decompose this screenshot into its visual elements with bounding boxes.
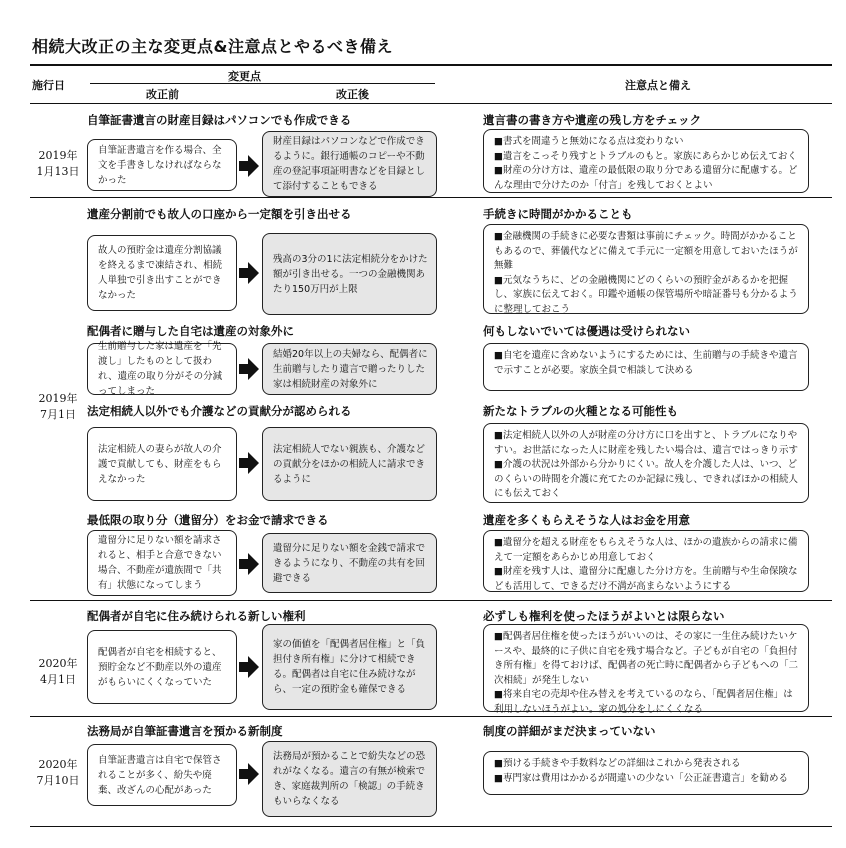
section-heading: 配偶者に贈与した自宅は遺産の対象外に — [87, 324, 294, 338]
before-box: 自筆証書遺言は自宅で保管されることが多く、紛失や廃棄、改ざんの心配があった — [87, 744, 237, 806]
note-heading: 遺言書の書き方や遺産の残し方をチェック — [483, 113, 702, 127]
after-box: 財産目録はパソコンなどで作成できるように。銀行通帳のコピーや不動産の登記事項証明書などを目録として添付することもできる — [262, 131, 437, 197]
before-box: 配偶者が自宅を相続すると、預貯金など不動産以外の遺産がもらいにくくなっていた — [87, 630, 237, 704]
after-box: 家の価値を「配偶者居住権」と「負担付き所有権」に分けて相続できる。配偶者は自宅に住み続けながら、一定の預貯金も確保できる — [262, 624, 437, 710]
note-box: ■配偶者居住権を使ったほうがいいのは、その家に一生住み続けたいケースや、最終的に子供に自宅を残す場合など。子どもが自宅の「負担付き所有権」を得ておけば、配偶者の死亡時に配偶者から子どもへの「二次相続」が発生しない ■将来自宅の売却や住み替えを考えているのなら、「配偶者居住権」は利用しないほうがよい。家の処分をしにくくなる — [483, 624, 809, 712]
note-box: ■遺留分を超える財産をもらえそうな人は、ほかの遺族からの請求に備えて一定額をあらかじめ用意しておく ■財産を残す人は、遺留分に配慮した分け方を。生前贈与や生命保険なども活用して、できるだけ不満が高まらないようにする — [483, 530, 809, 592]
before-box: 遺留分に足りない額を請求されると、相手と合意できない場合、不動産が遺族間で「共有」状態になってしまう — [87, 530, 237, 596]
header-rule — [30, 103, 832, 104]
header-changes-rule — [90, 83, 435, 84]
page-title: 相続大改正の主な変更点&注意点とやるべき備え — [32, 37, 393, 56]
note-box: ■自宅を遺産に含めないようにするためには、生前贈与の手続きや遺言で示すことが必要。家族全員で相談して決める — [483, 343, 809, 391]
before-box: 法定相続人の妻らが故人の介護で貢献しても、財産をもらえなかった — [87, 427, 237, 501]
arrow-right-icon — [239, 155, 259, 177]
note-box: ■金融機関の手続きに必要な書類は事前にチェック。時間がかかることもあるので、葬儀代などに備えて手元に一定額を用意しておいたほうが無難 ■元気なうちに、どの金融機関にどのくらいの預貯金があるかを把握し、家族に伝えておく。印鑑や通帳の保管場所や暗証番号も分かるように整理しておこう — [483, 224, 809, 314]
arrow-right-icon — [239, 763, 259, 785]
date-2019-07-01: 2019年 7月1日 — [38, 392, 78, 421]
date-2019-01-13: 2019年 1月13日 — [36, 149, 80, 178]
before-box: 故人の預貯金は遺産分割協議を終えるまで凍結され、相続人単独で引き出すことができなかった — [87, 235, 237, 311]
arrow-right-icon — [239, 656, 259, 678]
note-heading: 必ずしも権利を使ったほうがよいとは限らない — [483, 609, 725, 623]
arrow-right-icon — [239, 553, 259, 575]
arrow-right-icon — [239, 262, 259, 284]
note-box: ■書式を間違うと無効になる点は変わりない ■遺言をこっそり残すとトラブルのもと。家族にあらかじめ伝えておく ■財産の分け方は、遺産の最低限の取り分である遺留分に配慮する。どんな理由で分けたのか「付言」を残しておくとよい — [483, 129, 809, 193]
date-2020-04-01: 2020年 4月1日 — [38, 657, 78, 686]
header-before: 改正前 — [146, 88, 179, 101]
note-heading: 手続きに時間がかかることも — [483, 207, 633, 221]
after-box: 法務局が預かることで紛失などの恐れがなくなる。遺言の有無が検索でき、家庭裁判所の「検認」の手続きもいらなくなる — [262, 741, 437, 817]
header-changes: 変更点 — [228, 70, 261, 83]
note-heading: 新たなトラブルの火種となる可能性も — [483, 404, 679, 418]
section-heading: 配偶者が自宅に住み続けられる新しい権利 — [87, 609, 306, 623]
arrow-right-icon — [239, 358, 259, 380]
section-heading: 法務局が自筆証書遺言を預かる新制度 — [87, 724, 283, 738]
section-heading: 法定相続人以外でも介護などの貢献分が認められる — [87, 404, 352, 418]
after-box: 残高の3分の1に法定相続分をかけた額が引き出せる。一つの金融機関あたり150万円が上限 — [262, 233, 437, 315]
before-box: 生前贈与した家は遺産を「先渡し」したものとして扱われ、遺産の取り分がその分減ってしまった — [87, 343, 237, 395]
header-date: 施行日 — [32, 79, 65, 92]
note-box: ■預ける手続きや手数料などの詳細はこれから発表される ■専門家は費用はかかるが間違いの少ない「公正証書遺言」を勧める — [483, 751, 809, 795]
bottom-rule — [30, 826, 832, 827]
after-box: 結婚20年以上の夫婦なら、配偶者に生前贈与したり遺言で贈ったりした家は相続財産の対象外に — [262, 343, 437, 395]
header-after: 改正後 — [336, 88, 369, 101]
note-heading: 制度の詳細がまだ決まっていない — [483, 724, 656, 738]
section-heading: 遺産分割前でも故人の口座から一定額を引き出せる — [87, 207, 352, 221]
after-box: 法定相続人でない親族も、介護などの貢献分をほかの相続人に請求できるように — [262, 427, 437, 501]
note-heading: 何もしないでいては優遇は受けられない — [483, 324, 690, 338]
group-divider — [30, 600, 832, 601]
header-notes: 注意点と備え — [625, 79, 691, 92]
group-divider — [30, 197, 832, 198]
section-heading: 最低限の取り分（遺留分）をお金で請求できる — [87, 513, 329, 527]
after-box: 遺留分に足りない額を金銭で請求できるようになり、不動産の共有を回避できる — [262, 533, 437, 593]
top-rule — [30, 64, 832, 66]
arrow-right-icon — [239, 452, 259, 474]
date-2020-07-10: 2020年 7月10日 — [36, 758, 80, 787]
note-heading: 遺産を多くもらえそうな人はお金を用意 — [483, 513, 690, 527]
note-box: ■法定相続人以外の人が財産の分け方に口を出すと、トラブルになりやすい。お世話になった人に財産を残したい場合は、遺言ではっきり示す ■介護の状況は外部から分かりにくい。故人を介護した人は、いつ、どのくらいの時間を介護に充てたのか記録に残し、できればほかの相続人にも伝えておく — [483, 423, 809, 503]
before-box: 自筆証書遺言を作る場合、全文を手書きしなければならなかった — [87, 139, 237, 191]
section-heading: 自筆証書遺言の財産目録はパソコンでも作成できる — [87, 113, 352, 127]
